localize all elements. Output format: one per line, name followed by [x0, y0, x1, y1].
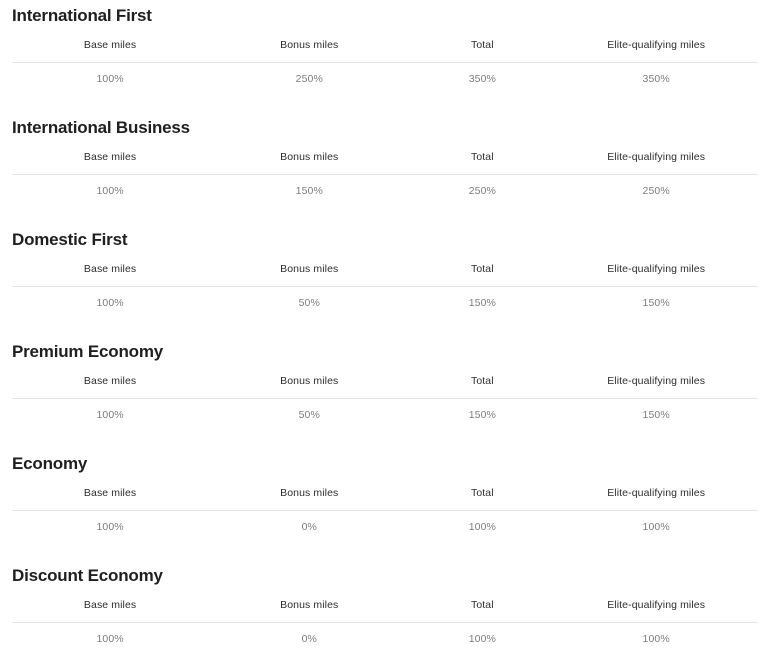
- value-cell-bonus-miles: 50%: [298, 297, 320, 309]
- column-header-total: Total: [470, 599, 494, 611]
- column-header-base-miles: Base miles: [83, 487, 137, 499]
- value-cell-bonus-miles: 50%: [298, 409, 320, 421]
- column-header-base-miles: Base miles: [83, 599, 137, 611]
- value-cell-total: 100%: [468, 633, 496, 645]
- column-header-elite-qualifying-miles: Elite-qualifying miles: [607, 39, 706, 51]
- value-cell-base-miles: 100%: [96, 297, 124, 309]
- column-header-total: Total: [470, 151, 494, 163]
- column-header-bonus-miles: Bonus miles: [280, 263, 339, 275]
- value-cell-elite-qualifying-miles: 100%: [642, 521, 670, 533]
- column-header-elite-qualifying-miles: Elite-qualifying miles: [607, 263, 706, 275]
- fare-class-section: [12, 340, 758, 431]
- column-header-bonus-miles: Bonus miles: [280, 599, 339, 611]
- value-cell-bonus-miles: 150%: [295, 185, 323, 197]
- table-header-row: [12, 28, 758, 63]
- table-header-row: [12, 364, 758, 399]
- value-cell-base-miles: 100%: [96, 409, 124, 421]
- fare-table: [12, 588, 758, 655]
- value-cell-base-miles: 100%: [96, 73, 124, 85]
- section-title: International Business: [12, 118, 190, 137]
- value-cell-total: 350%: [468, 73, 496, 85]
- table-row: [12, 511, 758, 543]
- value-cell-base-miles: 100%: [96, 633, 124, 645]
- value-cell-bonus-miles: 250%: [295, 73, 323, 85]
- fare-table: [12, 476, 758, 543]
- value-cell-total: 150%: [468, 297, 496, 309]
- column-header-elite-qualifying-miles: Elite-qualifying miles: [607, 151, 706, 163]
- value-cell-total: 150%: [468, 409, 496, 421]
- column-header-total: Total: [470, 375, 494, 387]
- column-header-base-miles: Base miles: [83, 263, 137, 275]
- table-row: [12, 623, 758, 655]
- value-cell-base-miles: 100%: [96, 521, 124, 533]
- value-cell-base-miles: 100%: [96, 185, 124, 197]
- fare-class-section: [12, 564, 758, 655]
- table-header-row: [12, 588, 758, 623]
- column-header-bonus-miles: Bonus miles: [280, 487, 339, 499]
- value-cell-elite-qualifying-miles: 350%: [642, 73, 670, 85]
- fare-class-section: [12, 228, 758, 319]
- value-cell-elite-qualifying-miles: 150%: [642, 409, 670, 421]
- column-header-elite-qualifying-miles: Elite-qualifying miles: [607, 599, 706, 611]
- table-header-row: [12, 476, 758, 511]
- fare-table: [12, 140, 758, 207]
- table-header-row: [12, 252, 758, 287]
- section-title: Economy: [12, 454, 88, 473]
- value-cell-elite-qualifying-miles: 150%: [642, 297, 670, 309]
- fare-class-section: [12, 452, 758, 543]
- section-title: Premium Economy: [12, 342, 163, 361]
- column-header-bonus-miles: Bonus miles: [280, 39, 339, 51]
- column-header-elite-qualifying-miles: Elite-qualifying miles: [607, 487, 706, 499]
- value-cell-elite-qualifying-miles: 100%: [642, 633, 670, 645]
- table-row: [12, 287, 758, 319]
- fare-table: [12, 252, 758, 319]
- value-cell-total: 100%: [468, 521, 496, 533]
- fare-class-section: [12, 4, 758, 95]
- section-title: Discount Economy: [12, 566, 163, 585]
- value-cell-bonus-miles: 0%: [301, 633, 317, 645]
- fare-table: [12, 28, 758, 95]
- column-header-base-miles: Base miles: [83, 39, 137, 51]
- column-header-elite-qualifying-miles: Elite-qualifying miles: [607, 375, 706, 387]
- value-cell-bonus-miles: 0%: [301, 521, 317, 533]
- table-row: [12, 399, 758, 431]
- section-title: International First: [12, 6, 152, 25]
- fare-class-section: [12, 116, 758, 207]
- table-header-row: [12, 140, 758, 175]
- column-header-total: Total: [470, 487, 494, 499]
- value-cell-elite-qualifying-miles: 250%: [642, 185, 670, 197]
- table-row: [12, 63, 758, 95]
- table-row: [12, 175, 758, 207]
- column-header-total: Total: [470, 263, 494, 275]
- section-title: Domestic First: [12, 230, 128, 249]
- column-header-bonus-miles: Bonus miles: [280, 375, 339, 387]
- column-header-base-miles: Base miles: [83, 375, 137, 387]
- column-header-bonus-miles: Bonus miles: [280, 151, 339, 163]
- column-header-total: Total: [470, 39, 494, 51]
- fare-table: [12, 364, 758, 431]
- value-cell-total: 250%: [468, 185, 496, 197]
- column-header-base-miles: Base miles: [83, 151, 137, 163]
